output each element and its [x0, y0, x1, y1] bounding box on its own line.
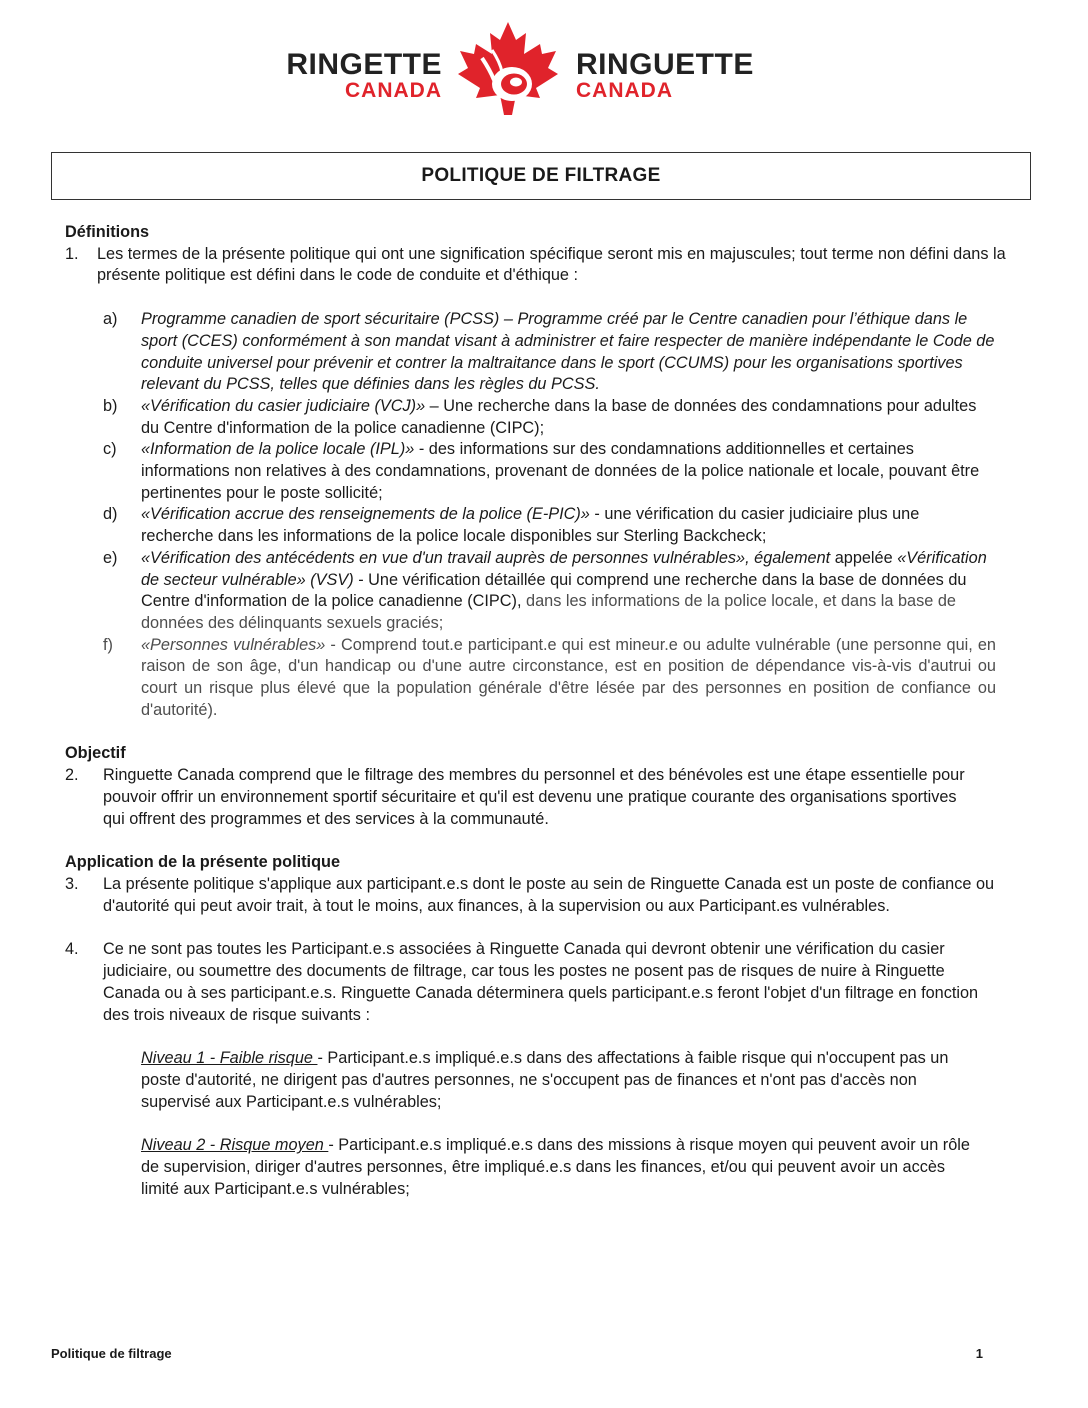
footer-document-name: Politique de filtrage — [51, 1346, 172, 1361]
item-term: «Vérification accrue des renseignements de la police (E-PIC)» — [141, 505, 590, 524]
level-text: - Participant.e.s impliqué.e.s dans des missions à risque moyen qui peuvent avoir un rôle de supervision, diriger d'autres personnes, être impliqué.e.s dans les finances, et/ou qui peuvent avoir un accès limité aux Participant.e.s vulnérables; — [141, 1136, 970, 1198]
definition-item-e — [103, 548, 1032, 635]
paragraph-text: Les termes de la présente politique qui ont une signification spécifique seront mis en majuscules; tout terme non défini dans la présente politique est défini dans le code de conduite et d'éthique : — [97, 244, 1006, 285]
item-term: «Vérification du casier judiciaire (VCJ)» — [141, 396, 426, 415]
logo-english-line1: RINGETTE — [286, 48, 442, 81]
application-heading: Application de la présente politique — [65, 853, 341, 872]
item-term: «Vérification des antécédents en vue d'un travail auprès de personnes vulnérables», également — [141, 548, 831, 567]
maple-leaf-ring-icon — [452, 18, 564, 118]
definitions-heading: Définitions — [65, 223, 150, 241]
item-text: - une vérification du casier judiciaire plus une recherche dans les informations de la police locale disponibles sur Sterling Backcheck; — [141, 505, 920, 546]
item-term: «Personnes vulnérables» — [141, 635, 326, 654]
footer-page-number: 1 — [975, 1346, 983, 1361]
paragraph-3 — [65, 874, 1032, 917]
paragraph-number: 2. — [65, 766, 79, 785]
item-letter: e) — [103, 548, 118, 567]
paragraph-number: 3. — [65, 874, 79, 893]
logo-french-line2: CANADA — [576, 79, 673, 102]
item-text: - Une vérification détaillée qui comprend une recherche dans la base de données du Centre d'information de la police canadienne (CIPC), — [141, 570, 967, 611]
logo-english-line2: CANADA — [345, 79, 442, 102]
paragraph-4 — [65, 939, 1032, 1026]
paragraph-text: La présente politique s'applique aux participant.e.s dont le poste au sein de Ringuette Canada est un poste de confiance ou d'autorité qui peut avoir trait, à tout le moins, aux finances, à la supervision ou aux Participant.es vulnérables. — [103, 874, 995, 915]
item-term: «Information de la police locale (IPL)» — [141, 440, 415, 459]
paragraph-text: Ce ne sont pas toutes les Participant.e.s associées à Ringuette Canada qui devront obtenir une vérification du casier judiciaire, ou soumettre des documents de filtrage, car tous les postes ne posent pas de risques de nuire à Ringuette Canada ou à ses participant.e.s. Ringuette Canada déterminera quels participant.e.s feront l'objet d'un filtrage en fonction des trois niveaux de risque suivants : — [103, 940, 979, 1024]
logo-text-english — [286, 50, 442, 101]
item-letter: d) — [103, 505, 118, 524]
definition-item-a — [103, 309, 1032, 396]
objectif-heading: Objectif — [65, 744, 126, 763]
page-footer — [51, 1346, 983, 1361]
item-term-2: «Vérification de secteur vulnérable» (VSV) — [141, 548, 987, 589]
logo-french-line1: RINGUETTE — [576, 48, 754, 81]
level-label: Niveau 1 - Faible risque — [141, 1049, 318, 1068]
item-letter: f) — [103, 635, 113, 654]
item-text-mid: appelée — [830, 548, 898, 567]
document-title: POLITIQUE DE FILTRAGE — [51, 152, 1031, 200]
item-text-gray: dans les informations de la police locale, et dans la base de données des délinquants sexuels graciés; — [141, 592, 956, 632]
risk-level-2 — [141, 1135, 1032, 1200]
risk-level-1 — [141, 1048, 1032, 1113]
paragraph-1 — [65, 244, 1032, 287]
item-text: - Comprend tout.e participant.e qui est mineur.e ou adulte vulnérable (une personne qui, en raison de son âge, d'un handicap ou d'une autre circonstance, est en position de dépendance vis-à-vis d'autrui ou court un risque plus élevé que la population générale d'être lésée par des personnes en position de confiance ou d'autorité). — [141, 635, 996, 719]
ringette-canada-logo — [0, 18, 1088, 118]
item-letter: b) — [103, 396, 118, 415]
definition-item-f — [103, 635, 1032, 722]
paragraph-text: Ringuette Canada comprend que le filtrage des membres du personnel et des bénévoles est une étape essentielle pour pouvoir offrir un environnement sportif sécuritaire et qu'il est devenu une pratique courante des organisations sportives qui offrent des programmes et des services à la communauté. — [103, 766, 965, 828]
item-letter: a) — [103, 310, 118, 329]
paragraph-2 — [65, 765, 1032, 830]
definition-item-d — [103, 504, 1032, 547]
item-text: - des informations sur des condamnations additionnelles et certaines informations non relatives à des condamnations, provenant de données de la police nationale et locale, pouvant être pertinentes pour le poste sollicité; — [141, 440, 980, 502]
item-term: Programme canadien de sport sécuritaire (PCSS) – Programme créé par le Centre canadien pour l’éthique dans le sport (CCES) conformément à son mandat visant à administrer et faire respecter de manière indépendante le Code de conduite universel pour prévenir et contrer la maltraitance dans le sport (CCUMS) pour les organisations sportives relevant du PCSS, telles que définies dans les règles du PCSS. — [141, 310, 995, 394]
document-body — [65, 222, 1032, 1200]
level-label: Niveau 2 - Risque moyen — [141, 1136, 329, 1155]
logo-text-french — [576, 50, 754, 101]
item-text: – Une recherche dans la base de données des condamnations pour adultes du Centre d'information de la police canadienne (CIPC); — [141, 396, 977, 437]
item-letter: c) — [103, 440, 117, 459]
paragraph-number: 4. — [65, 940, 79, 959]
definition-item-b — [103, 396, 1032, 439]
level-text: - Participant.e.s impliqué.e.s dans des affectations à faible risque qui n'occupent pas un poste d'autorité, ne dirigent pas d'autres personnes, ne s'occupent pas de finances et n'ont pas d'accès non supervisé aux Participant.e.s vulnérables; — [141, 1049, 949, 1111]
paragraph-number: 1. — [65, 244, 79, 263]
definition-item-c — [103, 439, 1032, 504]
